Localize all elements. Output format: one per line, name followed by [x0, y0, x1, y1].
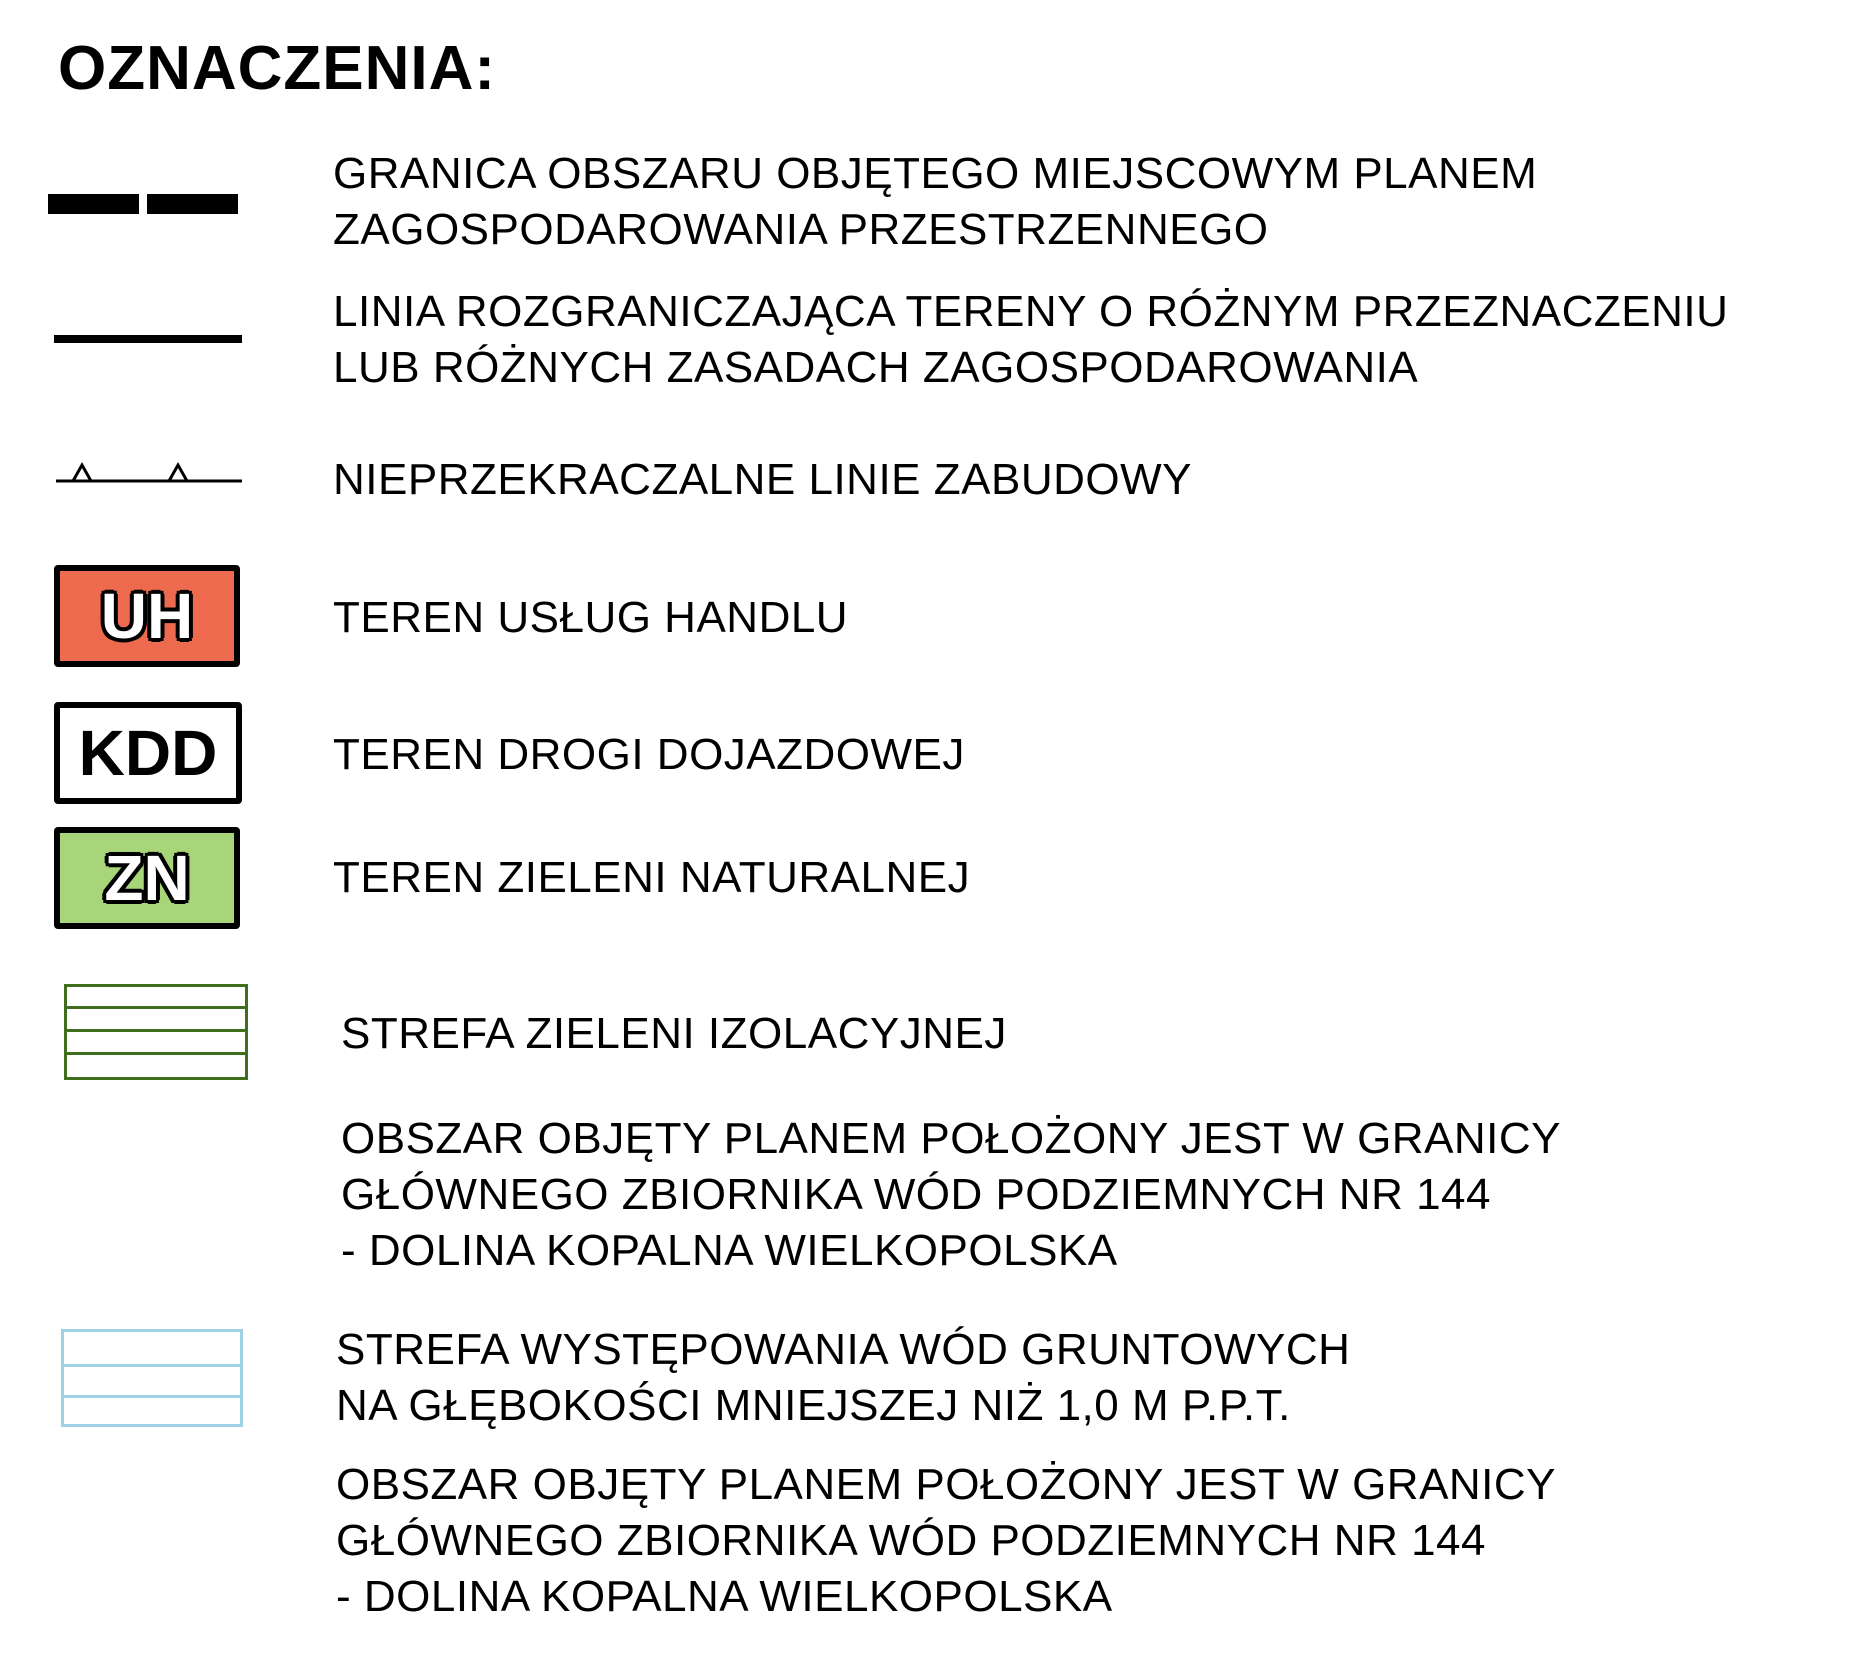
building-line-description	[333, 452, 1192, 508]
demarcation-line-symbol	[54, 335, 242, 343]
description-line: GRANICA OBSZARU OBJĘTEGO MIEJSCOWYM PLANEM	[333, 149, 1538, 198]
stripe-line	[64, 1395, 240, 1398]
triangle-marker	[73, 465, 91, 481]
description-line: LINIA ROZGRANICZAJĄCA TERENY O RÓŻNYM PRZEZNACZENIU	[333, 287, 1729, 336]
description-line: NIEPRZEKRACZALNE LINIE ZABUDOWY	[333, 455, 1192, 504]
plan-boundary-line-symbol	[48, 194, 238, 214]
description-line: STREFA WYSTĘPOWANIA WÓD GRUNTOWYCH	[336, 1325, 1351, 1374]
zn-zone-symbol: ZN	[54, 827, 240, 929]
dash-segment	[48, 194, 139, 214]
stripe-line	[67, 1006, 245, 1009]
demarcation-line-description	[333, 284, 1728, 396]
description-line: GŁÓWNEGO ZBIORNIKA WÓD PODZIEMNYCH NR 144	[336, 1516, 1486, 1565]
description-line: OBSZAR OBJĘTY PLANEM POŁOŻONY JEST W GRANICY	[336, 1460, 1557, 1509]
triangle-marker	[169, 465, 187, 481]
plan-boundary-description	[333, 146, 1537, 258]
description-line: - DOLINA KOPALNA WIELKOPOLSKA	[336, 1572, 1113, 1621]
description-line: GŁÓWNEGO ZBIORNIKA WÓD PODZIEMNYCH NR 144	[341, 1170, 1491, 1219]
legend-title: OZNACZENIA:	[58, 34, 497, 103]
uh-zone-description	[333, 590, 848, 646]
description-line: TEREN ZIELENI NATURALNEJ	[333, 853, 971, 902]
shallow-groundwater-zone-symbol	[61, 1329, 243, 1427]
description-line: TEREN USŁUG HANDLU	[333, 593, 849, 642]
kdd-zone-description	[333, 727, 965, 783]
description-line: NA GŁĘBOKOŚCI MNIEJSZEJ NIŻ 1,0 M P.P.T.	[336, 1381, 1291, 1430]
description-line: ZAGOSPODAROWANIA PRZESTRZENNEGO	[333, 205, 1269, 254]
description-line: OBSZAR OBJĘTY PLANEM POŁOŻONY JEST W GRANICY	[341, 1114, 1562, 1163]
description-line: STREFA ZIELENI IZOLACYJNEJ	[341, 1009, 1007, 1058]
stripe-line	[67, 1052, 245, 1055]
groundwater-reservoir-note	[341, 1111, 1561, 1279]
dash-segment	[147, 194, 238, 214]
building-line-symbol	[54, 456, 244, 486]
shallow-groundwater-zone-description	[336, 1322, 1350, 1434]
zn-zone-description	[333, 850, 970, 906]
kdd-zone-symbol: KDD	[54, 702, 242, 804]
isolation-green-zone-description	[341, 1006, 1007, 1062]
stripe-line	[64, 1364, 240, 1367]
description-line: - DOLINA KOPALNA WIELKOPOLSKA	[341, 1226, 1118, 1275]
groundwater-reservoir-note-repeat	[336, 1457, 1556, 1625]
uh-zone-symbol: UH	[54, 565, 240, 667]
description-line: LUB RÓŻNYCH ZASADACH ZAGOSPODAROWANIA	[333, 343, 1419, 392]
stripe-line	[67, 1029, 245, 1032]
description-line: TEREN DROGI DOJAZDOWEJ	[333, 730, 965, 779]
isolation-green-zone-symbol	[64, 984, 248, 1080]
